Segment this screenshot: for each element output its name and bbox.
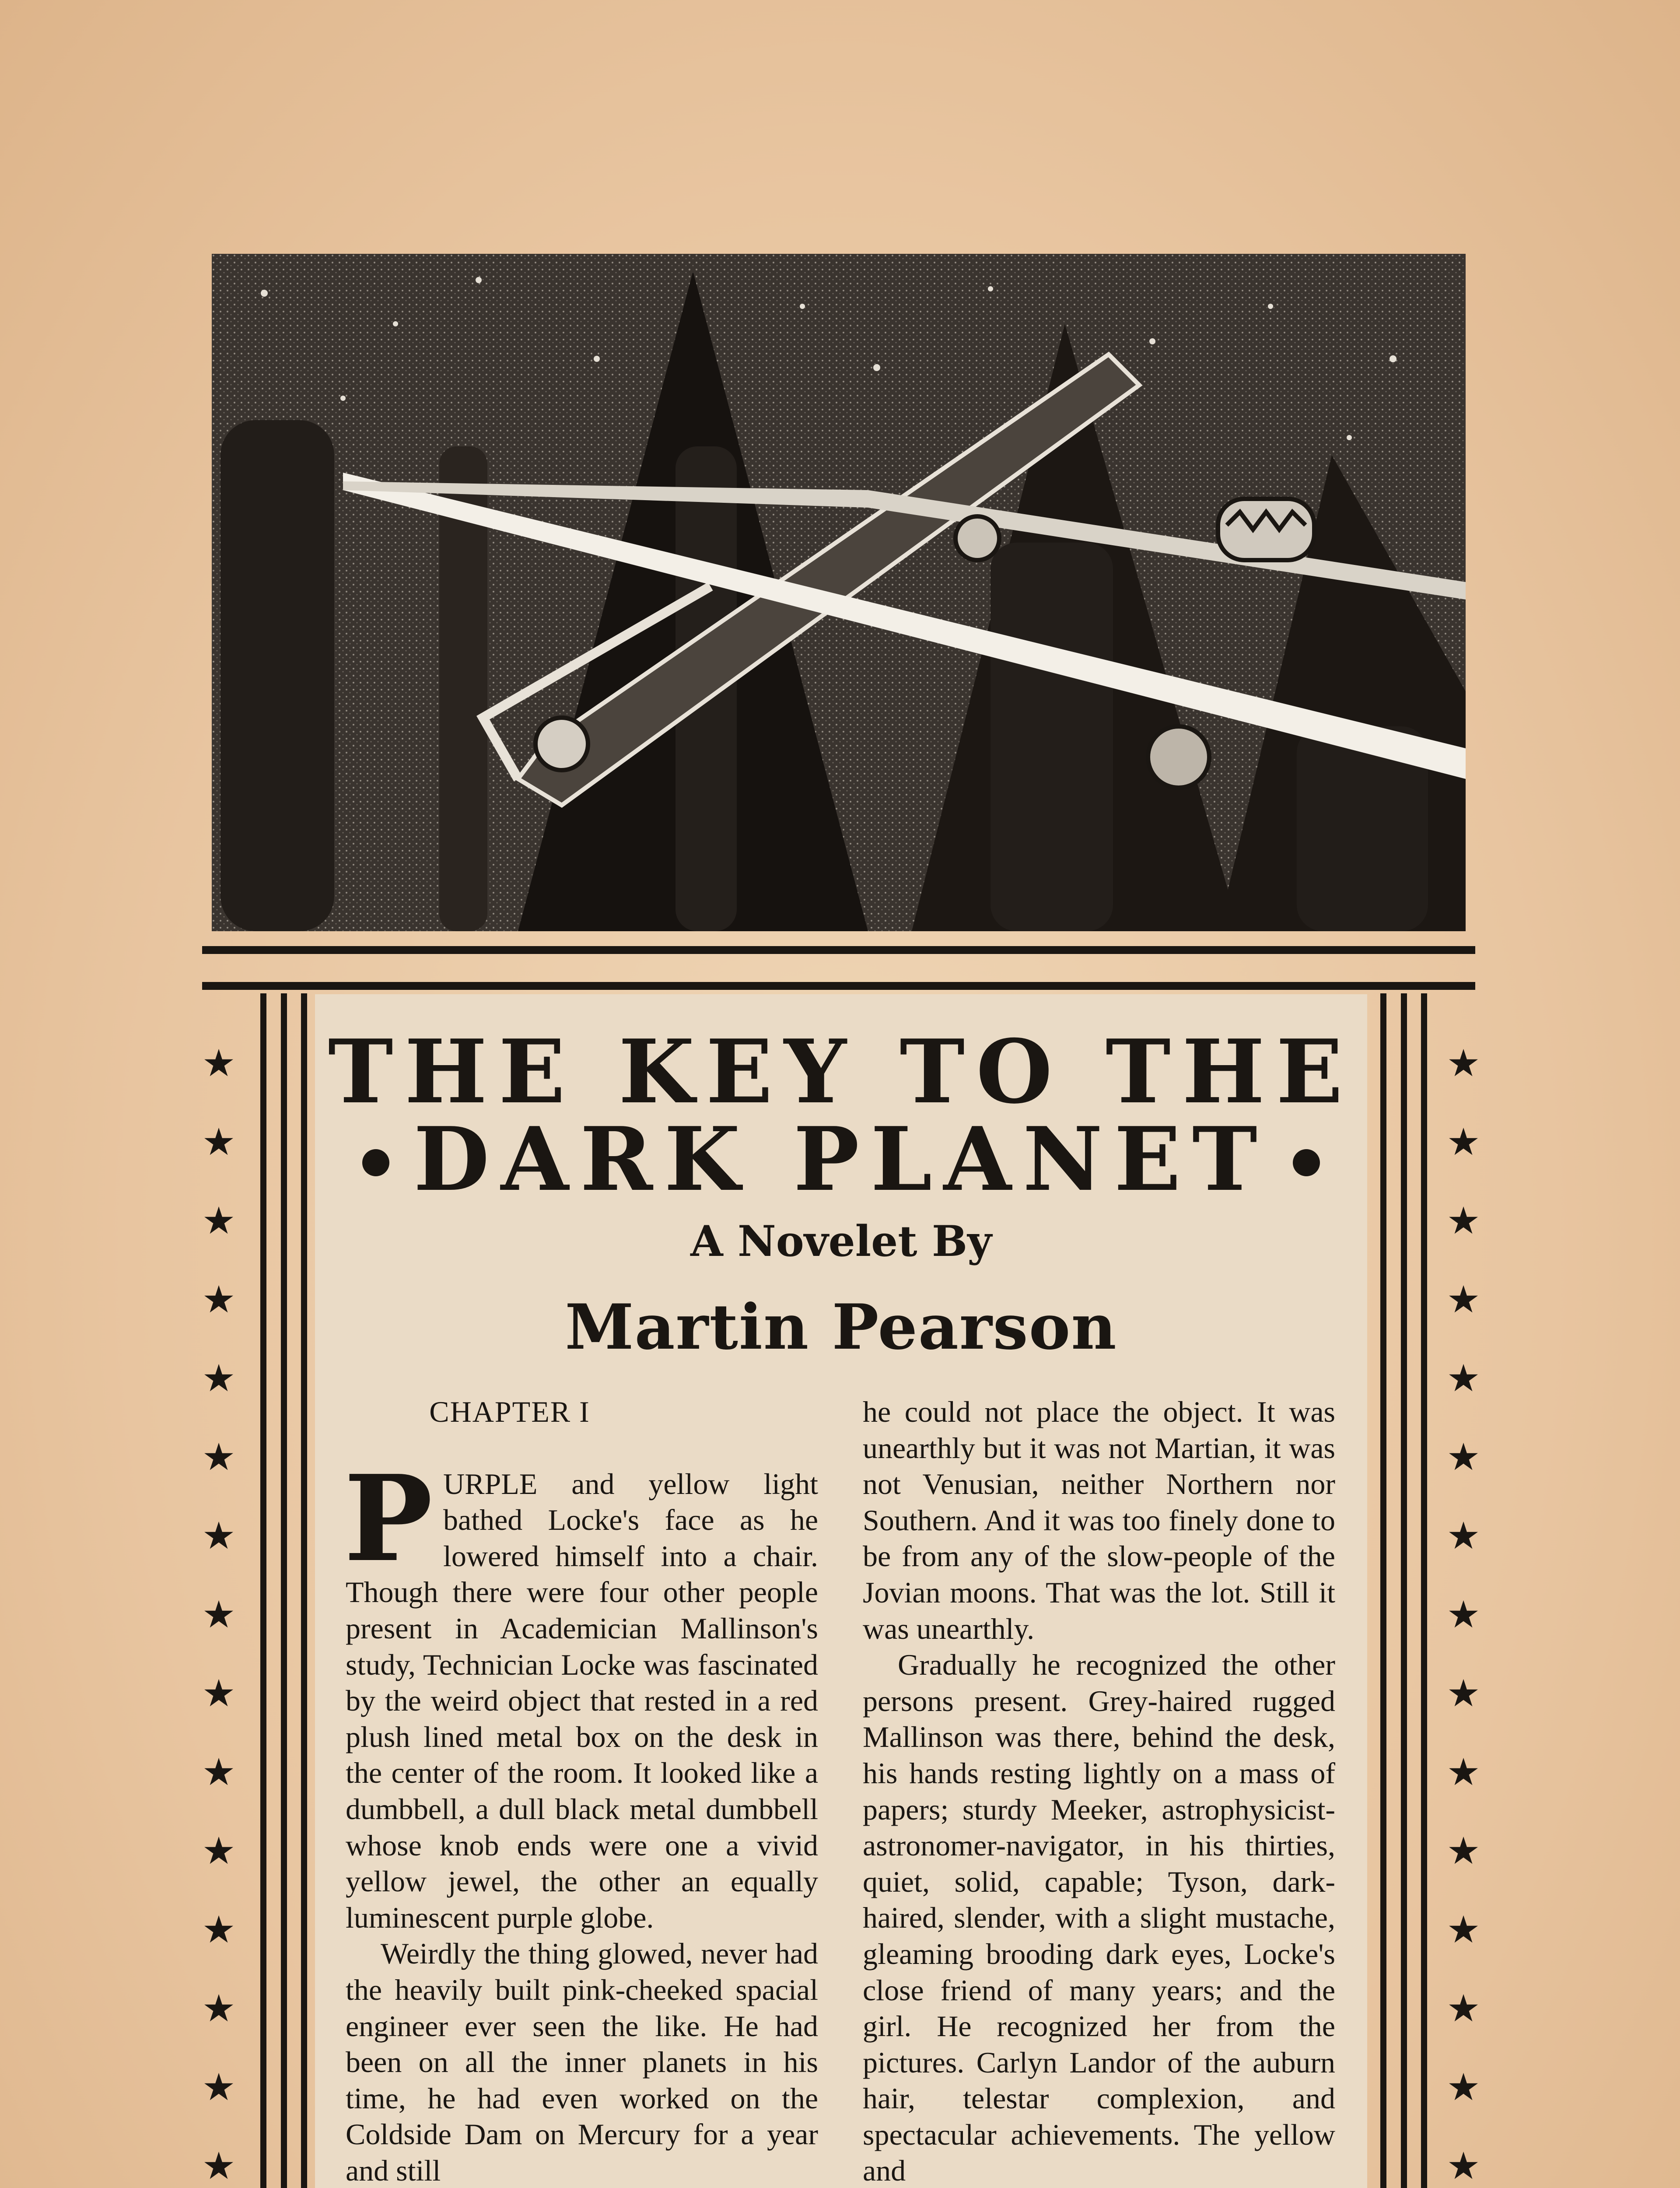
second-rule: [202, 982, 1475, 990]
star-icon: ★: [1446, 1987, 1480, 2030]
story-title-line-2: [315, 1108, 1367, 1211]
star-icon: ★: [1446, 1278, 1480, 1322]
star-icon: ★: [202, 1357, 236, 1400]
star-icon: ★: [202, 1987, 236, 2030]
star-icon: ★: [202, 1278, 236, 1322]
star-icon: ★: [1446, 1435, 1480, 1479]
bullet-ornament: [1293, 1149, 1320, 1176]
right-border-line: [1421, 993, 1427, 2188]
author-name: Martin Pearson: [565, 1291, 1117, 1364]
left-text-column: [346, 1394, 818, 2188]
right-border-line: [1380, 993, 1386, 2188]
star-icon: ★: [202, 2144, 236, 2188]
star-icon: ★: [1446, 1041, 1480, 1085]
bullet-ornament: [362, 1149, 389, 1176]
paragraph: he could not place the object. It was unearthly but it was not Martian, it was not Venusian, neither Northern nor Southern. And it was too finely done to be from any of the slow-people of the Jovian moons. That was the lot. Still it was unearthly.: [863, 1395, 1335, 1645]
chapter-heading: CHAPTER I: [429, 1395, 590, 1428]
star-icon: ★: [202, 1829, 236, 1873]
star-icon: ★: [202, 2065, 236, 2109]
story-title-text: DARK PLANET: [413, 1108, 1269, 1211]
left-star-column: [199, 1041, 238, 2188]
star-icon: ★: [202, 1672, 236, 1715]
star-icon: ★: [1446, 2065, 1480, 2109]
star-icon: ★: [1446, 1672, 1480, 1715]
star-icon: ★: [1446, 1120, 1480, 1164]
paragraph: Weirdly the thing glowed, never had the heavily built pink-cheeked spacial engineer ever seen the like. He had been on all the inner planets in his time, he had even worked on the Coldside Dam on Mercury for a year and still: [346, 1937, 818, 2187]
left-border-line: [260, 993, 266, 2188]
star-icon: ★: [1446, 1593, 1480, 1637]
top-rule: [202, 946, 1475, 954]
right-text-column: [863, 1394, 1335, 2188]
star-icon: ★: [1446, 1357, 1480, 1400]
star-icon: ★: [1446, 2144, 1480, 2188]
star-icon: ★: [202, 1908, 236, 1952]
drop-cap: P: [344, 1448, 433, 1588]
star-icon: ★: [202, 1120, 236, 1164]
star-icon: ★: [1446, 1514, 1480, 1558]
story-title-line-1: THE KEY TO THE: [328, 1020, 1354, 1123]
star-icon: ★: [1446, 1199, 1480, 1243]
star-icon: ★: [202, 1750, 236, 1794]
story-illustration: [212, 254, 1466, 931]
space-machinery-illustration: [212, 254, 1466, 931]
right-star-column: [1444, 1041, 1483, 2188]
left-border-line: [281, 993, 287, 2188]
star-icon: ★: [202, 1041, 236, 1085]
star-icon: ★: [1446, 1750, 1480, 1794]
star-icon: ★: [202, 1514, 236, 1558]
paragraph-text: URPLE and yellow light bathed Locke's face as he lowered himself into a chair. Though there were four other people present in Academician Mallinson's study, Technician Locke was fascinated by the weird object that rested in a red plush lined metal box on the desk in the center of the room. It looked like a dumbbell, a dull black metal dumbbell whose knob ends were one a vivid yellow jewel, the other an equally luminescent purple globe.: [346, 1467, 818, 1934]
star-icon: ★: [1446, 1908, 1480, 1952]
right-border-line: [1401, 993, 1407, 2188]
star-icon: ★: [1446, 1829, 1480, 1873]
paragraph: Gradually he recognized the other persons present. Grey-haired rugged Mallinson was there, behind the desk, his hands resting lightly on a mass of papers; sturdy Meeker, astrophysicist-astronomer-navigator, in his thirties, quiet, solid, capable; Tyson, dark-haired, slender, with a slight mustache, gleaming brooding dark eyes, Locke's close friend of many years; and the girl. He recognized her from the pictures. Carlyn Landor of the auburn hair, telestar complexion, and spectacular achievements. The yellow and: [863, 1648, 1335, 2188]
star-icon: ★: [202, 1593, 236, 1637]
paragraph: [344, 1448, 818, 1936]
star-icon: ★: [202, 1199, 236, 1243]
byline: A Novelet By: [690, 1217, 992, 1266]
star-icon: ★: [202, 1435, 236, 1479]
left-border-line: [301, 993, 307, 2188]
